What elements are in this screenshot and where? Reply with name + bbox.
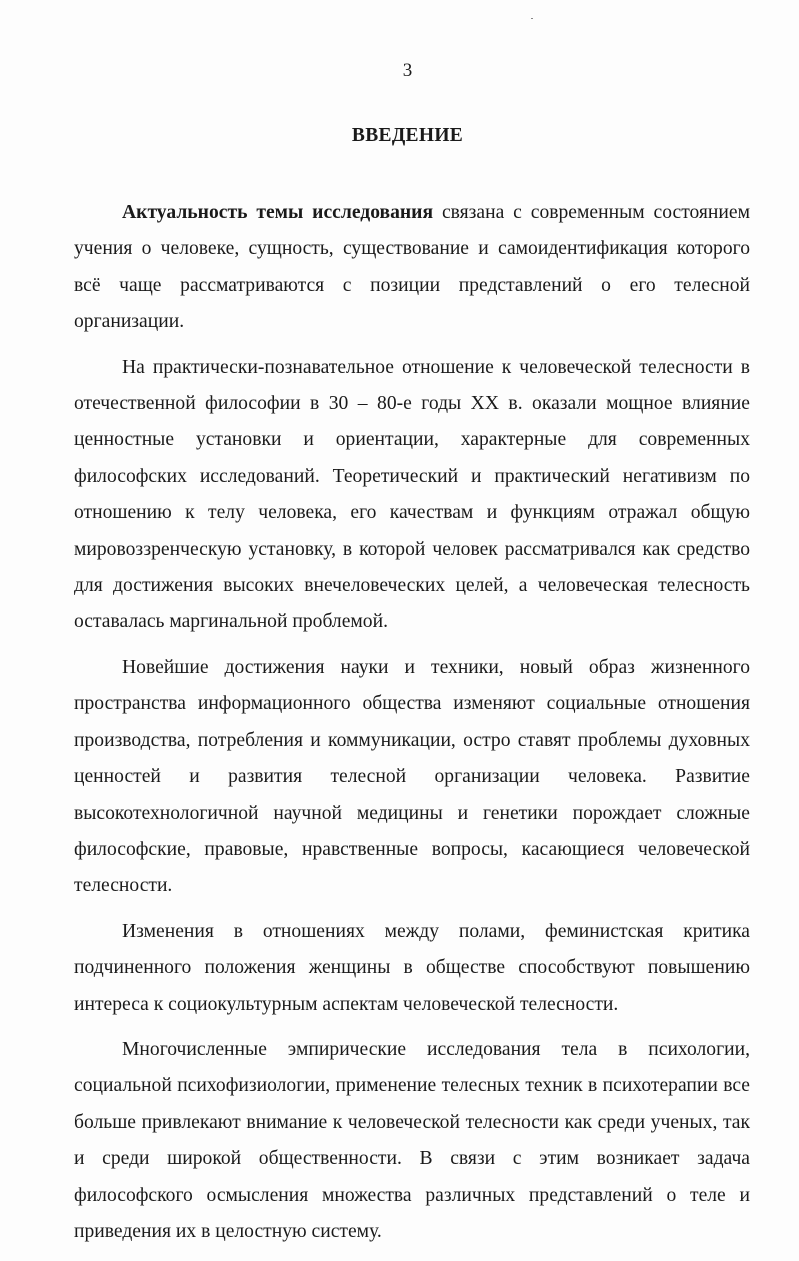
paragraph-text: связана с современным состоянием учения о человеке, сущность, существование и самоидентификация которого всё чаще рассматриваются с позиции представлений о его телесной организации. — [74, 202, 751, 333]
body-text — [74, 195, 750, 1259]
paragraph: Изменения в отношениях между полами, феминистская критика подчиненного положения женщины в обществе способствуют повышению интереса к социокультурным аспектам человеческой телесности. — [74, 920, 750, 1015]
paragraph: Многочисленные эмпирические исследования тела в психологии, социальной психофизиологии, применение телесных техник в психотерапии все больше привлекают внимание к человеческой телесности как среди ученых, так и среди широкой общественности. В связи с этим возникает задача философского осмысления множества различных представлений о теле и приведения их в целостную систему. — [74, 1038, 750, 1242]
paragraph-lead: Актуальность темы исследования — [122, 202, 434, 223]
section-heading: ВВЕДЕНИЕ — [351, 125, 464, 146]
scan-speck — [531, 18, 533, 19]
paragraph: На практически-познавательное отношение к человеческой телесности в отечественной философии в 30 – 80-е годы XX в. оказали мощное влияние ценностные установки и ориентации, характерные для современных философских исследований. Теоретический и практический негативизм по отношению к телу человека, его качествам и функциям отражал общую мировоззренческую установку, в которой человек рассматривался как средство для достижения высоких внечеловеческих целей, а человеческая телесность оставалась маргинальной проблемой. — [74, 356, 750, 633]
paragraph-relevance — [74, 195, 750, 341]
paragraph: Новейшие достижения науки и техники, новый образ жизненного пространства информационного общества изменяют социальные отношения производства, потребления и коммуникации, остро ставят проблемы духовных ценностей и развития телесной организации человека. Развитие высокотехнологичной научной медицины и генетики порождает сложные философские, правовые, нравственные вопросы, касающиеся человеческой телесности. — [74, 656, 750, 897]
page-number: 3 — [402, 60, 413, 81]
